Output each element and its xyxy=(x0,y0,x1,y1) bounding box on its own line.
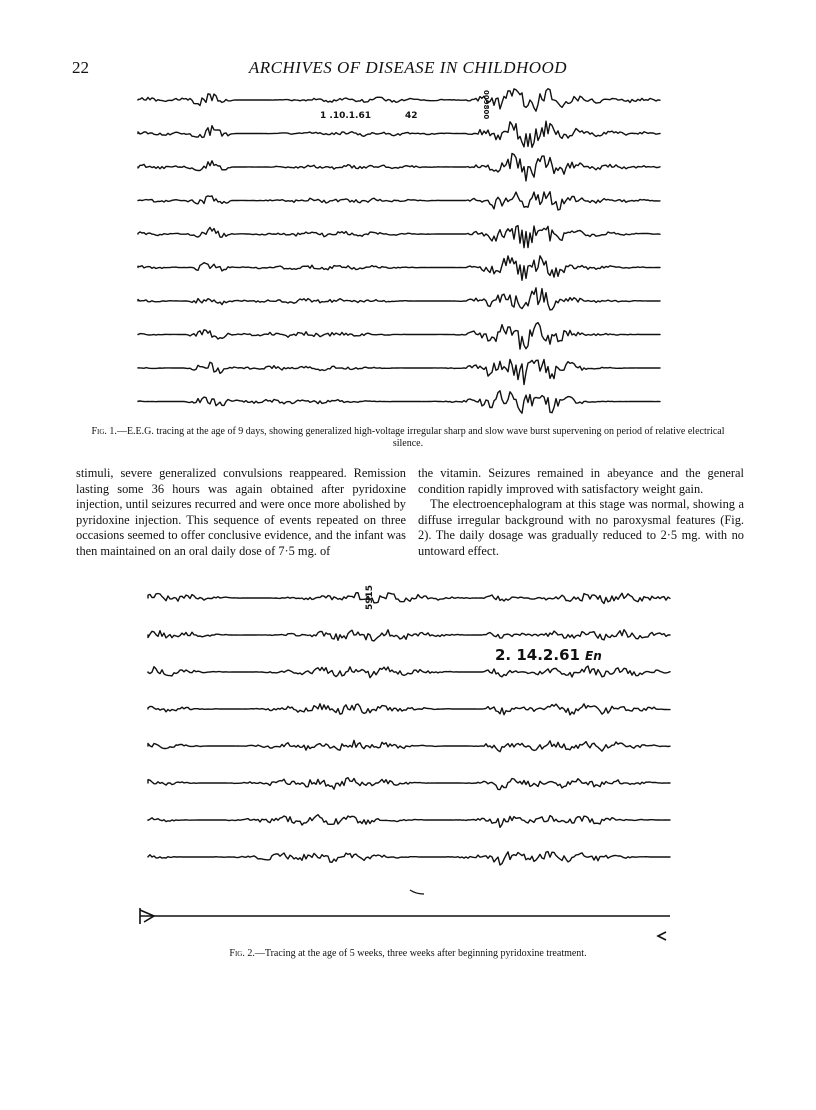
body-text-right-column xyxy=(418,466,744,560)
body-paragraph: the vitamin. Seizures remained in abeyance and the general condition rapidly improved with satisfactory weight gain. xyxy=(418,466,744,496)
eeg-channel-trace xyxy=(148,852,670,865)
eeg-channel-trace xyxy=(138,391,660,413)
eeg-channel-trace xyxy=(148,815,670,828)
figure-2-id-annotation: 5915 xyxy=(365,584,375,610)
eeg-channel-trace xyxy=(138,288,660,310)
figure-2-caption xyxy=(80,948,736,960)
figure-1-caption-label: Fig. 1. xyxy=(91,426,117,437)
page-number: 22 xyxy=(72,58,89,77)
figure-2-date-annotation: 2. 14.2.61 xyxy=(495,646,580,664)
figure-1-caption-text: —E.E.G. tracing at the age of 9 days, showing generalized high-voltage irregular sharp and slow wave burst supervening on period of relative electrical silence. xyxy=(116,426,725,449)
body-paragraph: The electroencephalogram at this stage was normal, showing a diffuse irregular background with no paroxysmal features (Fig. 2). The daily dosage was gradually reduced to 2·5 mg. with no untoward effect. xyxy=(418,497,744,558)
eeg-channel-trace xyxy=(148,778,670,790)
eeg-channel-trace xyxy=(148,740,670,751)
eeg-channel-trace xyxy=(138,121,660,147)
eeg-channel-trace xyxy=(138,154,660,181)
figure-1-date-annotation: 1 .10.1.61 xyxy=(320,111,371,121)
eeg-channel-trace xyxy=(138,89,660,111)
eeg-channel-trace xyxy=(148,704,670,715)
eeg-channel-trace xyxy=(138,256,660,280)
figure-2-initials-annotation: En xyxy=(585,649,602,663)
eeg-channel-trace xyxy=(148,666,670,678)
eeg-channel-trace xyxy=(148,630,670,641)
figure-1-mark-annotation: 42 xyxy=(405,111,418,121)
figure-2-caption-label: Fig. 2. xyxy=(229,948,255,959)
figure-1-id-annotation: 009800 xyxy=(482,90,490,120)
eeg-channel-trace xyxy=(138,359,660,384)
eeg-channel-trace xyxy=(138,323,660,350)
figure-2-eeg-tracing xyxy=(140,582,680,942)
body-text-left-column xyxy=(76,466,406,560)
figure-1-eeg-tracing xyxy=(130,82,670,422)
eeg-channel-trace xyxy=(148,593,670,604)
figure-1-caption xyxy=(80,426,736,450)
eeg-channel-trace xyxy=(138,226,660,248)
eeg-channel-trace xyxy=(138,192,660,210)
body-paragraph: stimuli, severe generalized convulsions reappeared. Remission lasting some 36 hours was again obtained after pyridoxine injection, until seizures recurred and were once more abolished by pyridoxine injection. This sequence of events repeated on three occasions seemed to offer conclusive evidence, and the infant was then maintained on an oral daily dose of 7·5 mg. of xyxy=(76,466,406,558)
figure-2-baseline-end-marker xyxy=(658,932,666,940)
running-head: ARCHIVES OF DISEASE IN CHILDHOOD xyxy=(248,58,568,77)
figure-2-small-mark xyxy=(410,890,424,894)
figure-2-caption-text: —Tracing at the age of 5 weeks, three weeks after beginning pyridoxine treatment. xyxy=(254,948,587,959)
